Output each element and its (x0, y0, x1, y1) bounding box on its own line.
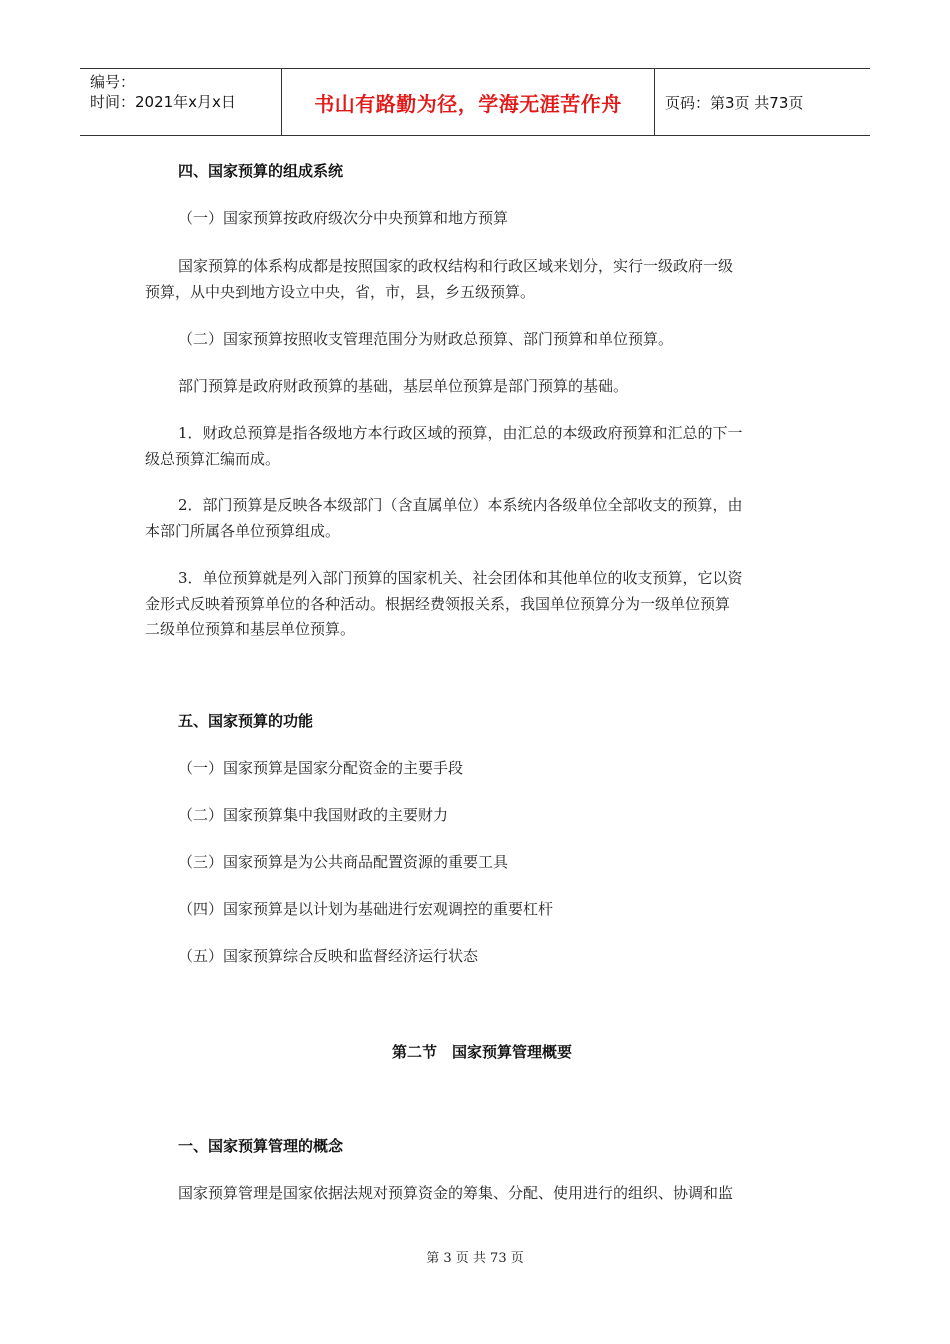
page-footer: 第 3 页 共 73 页 (426, 1251, 524, 1266)
item-1-line-1: 1．财政总预算是指各级地方本行政区域的预算，由汇总的本级政府预算和汇总的下一 (178, 424, 743, 442)
subsection-1-title: 一、国家预算管理的概念 (178, 1137, 344, 1155)
section-4-para-1-line-1: 国家预算的体系构成都是按照国家的政权结构和行政区域来划分，实行一级政府一级 (178, 257, 734, 275)
item-3-line-2: 金形式反映着预算单位的各种活动。根据经费领报关系，我国单位预算分为一级单位预算 (145, 595, 731, 613)
section-5-title: 五、国家预算的功能 (178, 712, 314, 730)
item-2-line-1: 2．部门预算是反映各本级部门（含直属单位）本系统内各级单位全部收支的预算，由 (178, 496, 743, 514)
item-1-line-2: 级总预算汇编而成。 (145, 450, 281, 468)
section-4-sub-2: （二）国家预算按照收支管理范围分为财政总预算、部门预算和单位预算。 (178, 330, 674, 348)
header-meta (80, 69, 282, 135)
chapter-title: 第二节 国家预算管理概要 (392, 1043, 573, 1061)
section-5-function-3: （三）国家预算是为公共商品配置资源的重要工具 (178, 853, 509, 871)
last-paragraph-line: 国家预算管理是国家依据法规对预算资金的筹集、分配、使用进行的组织、协调和监 (178, 1184, 734, 1202)
page-header (80, 68, 870, 136)
header-number-label: 编号： (90, 73, 136, 91)
section-5-function-2: （二）国家预算集中我国财政的主要财力 (178, 806, 449, 824)
section-5-function-1: （一）国家预算是国家分配资金的主要手段 (178, 759, 464, 777)
section-4-para-2: 部门预算是政府财政预算的基础，基层单位预算是部门预算的基础。 (178, 377, 629, 395)
item-3-line-1: 3．单位预算就是列入部门预算的国家机关、社会团体和其他单位的收支预算，它以资 (178, 569, 743, 587)
section-4-sub-1: （一）国家预算按政府级次分中央预算和地方预算 (178, 209, 509, 227)
section-4-title: 四、国家预算的组成系统 (178, 162, 344, 180)
item-3-line-3: 二级单位预算和基层单位预算。 (145, 620, 356, 638)
section-5-function-4: （四）国家预算是以计划为基础进行宏观调控的重要杠杆 (178, 900, 554, 918)
header-page-info: 页码：第3页 共73页 (665, 93, 804, 112)
section-5-function-5: （五）国家预算综合反映和监督经济运行状态 (178, 947, 479, 965)
item-2-line-2: 本部门所属各单位预算组成。 (145, 522, 341, 540)
header-time-label: 时间：2021年x月x日 (90, 93, 236, 111)
section-4-para-1-line-2: 预算，从中央到地方设立中央，省，市，县，乡五级预算。 (145, 283, 536, 301)
header-motto: 书山有路勤为径，学海无涯苦作舟 (282, 69, 655, 135)
